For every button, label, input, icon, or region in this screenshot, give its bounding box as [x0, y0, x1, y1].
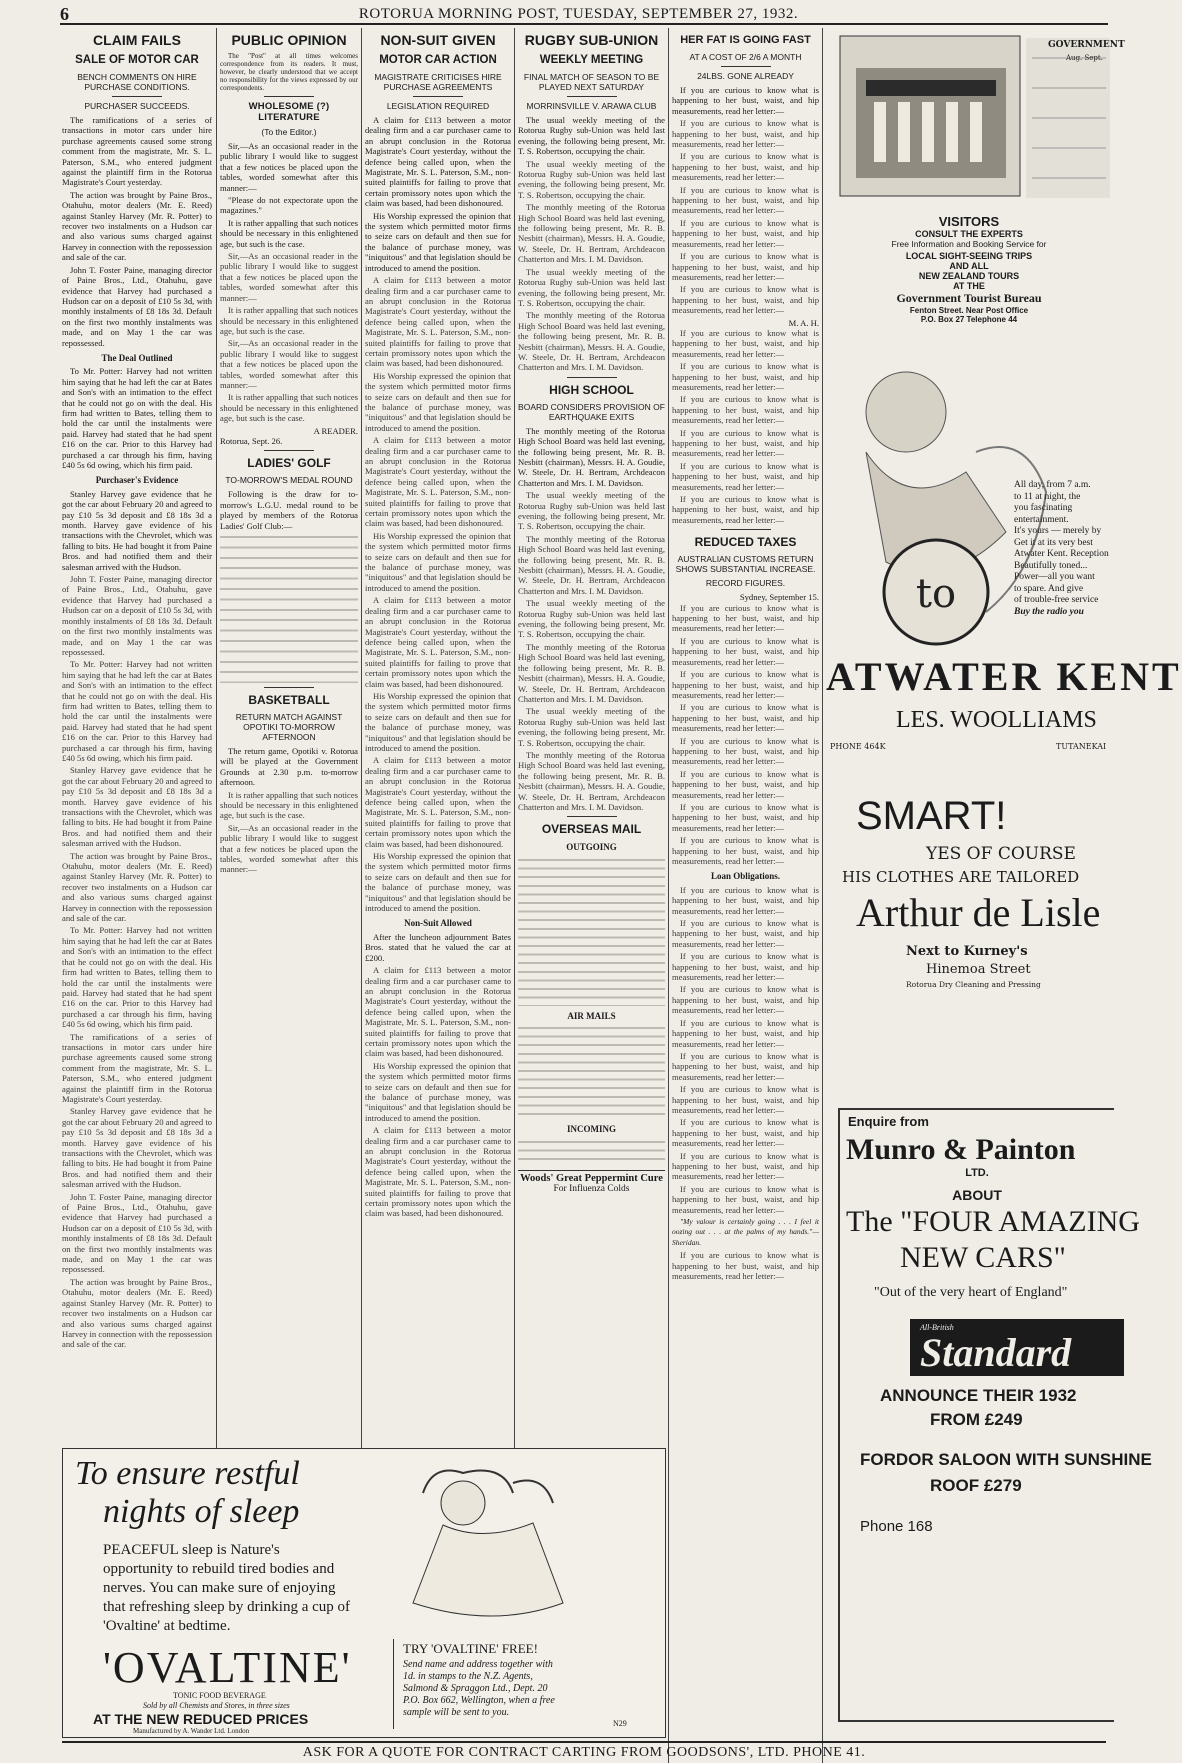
visitors-line: NEW ZEALAND TOURS	[918, 271, 1020, 281]
car-ad-about: ABOUT	[952, 1187, 1002, 1203]
radio-ad-line: It's yours — merely by	[1014, 526, 1102, 536]
radio-ad-line: Power—all you want	[1014, 572, 1095, 582]
article-claim-fails	[62, 28, 212, 1440]
paragraph: If you are curious to know what is happening to her bust, waist, and hip measurements, read her letter:—	[672, 1050, 819, 1082]
paragraph: If you are curious to know what is happening to her bust, waist, and hip measurements, read her letter:—	[672, 85, 819, 116]
paragraph: The action was brought by Paine Bros., Otahuhu, motor dealers (Mr. E. Reed) against Stanley Harvey (Mr. R. Potter) to recover two instalments on a Hudson car and also various sums charged against Harvey in connection with the repossession and sale of the car.	[62, 189, 212, 263]
smart-line: Rotorua Dry Cleaning and Pressing	[906, 980, 1041, 989]
paragraph: A claim for £113 between a motor dealing firm and a car purchaser came to an abrupt conclusion in the Rotorua Magistrate's Court yesterday, without the defence being called upon, when the Magistrate, Mr. S. L. Paterson, S.M., non-suited plaintiffs for failing to prove that certain promissory notes upon which the claim was based, had been dishonoured.	[365, 115, 511, 209]
headline: RUGBY SUB-UNION	[524, 32, 659, 48]
smart-tailor-ad	[826, 786, 1112, 1096]
paragraph: If you are curious to know what is happening to her bust, waist, and hip measurements, read her letter:—	[672, 494, 819, 525]
paragraph: It is rather appalling that such notices should be necessary in this enlightened age, but such is the case.	[220, 789, 358, 821]
headline: CLAIM FAILS	[93, 32, 181, 48]
paragraph: A claim for £113 between a motor dealing firm and a car purchaser came to an abrupt conclusion in the Rotorua Magistrate's Court yesterday, without the defence being called upon, when the Magistrate, Mr. S. L. Paterson, S.M., non-suited plaintiffs for failing to prove that certain promissory notes upon which the claim was based, had been dishonoured.	[365, 1125, 511, 1219]
crosshead: OUTGOING	[566, 842, 617, 853]
paragraph: To Mr. Potter: Harvey had not written him saying that he had left the car at Bates and Son's with an intimation to the effect that he could not go on with the deal. His firm had written to Bates, telling them to hold the car until the instalments were paid. Harvey had stated that he had spent £16 on the car. Prior to this Harvey had purchased a car through his firm, having £40 5s 6d owing, which his firm paid.	[62, 925, 212, 1030]
paragraph: If you are curious to know what is happening to her bust, waist, and hip measurements, read her letter:—	[672, 1084, 819, 1115]
paragraph: Following is the draw for to-morrow's L.G.U. medal round to be played by members of the Rotorua Ladies' Golf Club:—	[220, 489, 358, 531]
paragraph: If you are curious to know what is happening to her bust, waist, and hip measurements, read her letter:—	[672, 217, 819, 249]
paragraph: His Worship expressed the opinion that the system which permitted motor firms to seize cars on default and then sue for the balance of purchase money, was "iniquitous" and that legislation should be introduced to amend the position.	[365, 851, 511, 914]
car-dealer-ltd: LTD.	[965, 1167, 989, 1179]
subheadline: MOTOR CAR ACTION	[379, 54, 497, 66]
headline: REDUCED TAXES	[694, 535, 797, 550]
dealer-name: LES. WOOLLIAMS	[896, 707, 1097, 733]
column-rule	[361, 28, 362, 1448]
visitors-line: CONSULT THE EXPERTS	[915, 229, 1023, 239]
letter-title: WHOLESOME (?) LITERATURE	[248, 101, 330, 123]
radio-ad-line: Atwater Kent. Reception	[1014, 549, 1109, 559]
deck: PURCHASER SUCCEEDS.	[84, 101, 190, 111]
paragraph: A claim for £113 between a motor dealing firm and a car purchaser came to an abrupt conclusion in the Rotorua Magistrate's Court yesterday, without the defence being called upon, when the Magistrate, Mr. S. L. Paterson, S.M., non-suited plaintiffs for failing to prove that certain promissory notes upon which the claim was based, had been dishonoured.	[365, 435, 511, 529]
paragraph: If you are curious to know what is happening to her bust, waist, and hip measurements, read her letter:—	[672, 835, 819, 866]
car-ad-line: The "FOUR AMAZING	[846, 1205, 1140, 1238]
radio-ad-line: of trouble-free service	[1014, 595, 1099, 605]
radio-ad-line: Buy the radio you	[1014, 606, 1084, 617]
deck: MAGISTRATE CRITICISES HIRE PURCHASE AGREEMENTS	[374, 72, 502, 92]
paragraph: If you are curious to know what is happening to her bust, waist, and hip measurements, read her letter:—	[672, 735, 819, 767]
deck: MORRINSVILLE V. ARAWA CLUB	[526, 101, 657, 111]
deck: 24LBS. GONE ALREADY	[697, 71, 794, 81]
paragraph: If you are curious to know what is happening to her bust, waist, and hip measurements, read her letter:—	[672, 1250, 819, 1282]
paragraph: The monthly meeting of the Rotorua High School Board was held last evening, the following being present, Mr. R. B. Nesbitt (chairman), Messrs. H. A. Goudie, W. Steele, Dr. H. Bertram, Archdeacon Chatterton and Mrs. I. M. Davidson.	[518, 749, 665, 812]
crosshead: INCOMING	[567, 1124, 616, 1135]
subheadline: SALE OF MOTOR CAR	[75, 54, 199, 66]
paragraph: John T. Foster Paine, managing director of Paine Bros., Ltd., Otahuhu, gave evidence that Harvey had purchased a Hudson car on a deposit of £10 5s 3d, with monthly instalments of £8 18s 3d. Default on the first two monthly instalments was made, and on May 1 the car was repossessed.	[62, 574, 212, 657]
ovaltine-brand: 'OVALTINE'	[103, 1643, 352, 1692]
paragraph: The action was brought by Paine Bros., Otahuhu, motor dealers (Mr. E. Reed) against Stanley Harvey (Mr. R. Potter) to recover two instalments on a Hudson car and also various sums charged against Harvey in connection with the repossession and sale of the car.	[62, 850, 212, 924]
paragraph: A claim for £113 between a motor dealing firm and a car purchaser came to an abrupt conclusion in the Rotorua Magistrate's Court yesterday, without the defence being called upon, when the Magistrate, Mr. S. L. Paterson, S.M., non-suited plaintiffs for failing to prove that certain promissory notes upon which the claim was based, had been dishonoured.	[365, 595, 511, 689]
paragraph: After the luncheon adjournment Bates Bros. stated that he valued the car at £200.	[365, 931, 511, 963]
deck: RECORD FIGURES.	[705, 578, 786, 589]
radio-ad-line: Get it at its very best	[1014, 537, 1093, 548]
paragraph: If you are curious to know what is happening to her bust, waist, and hip measurements, read her letter:—	[672, 184, 819, 216]
radio-ad-line: you fascinating entertainment.	[1014, 503, 1073, 525]
column-public-opinion	[220, 28, 358, 1440]
dateline: ROTORUA MORNING POST, TUESDAY, SEPTEMBER 27, 1932.	[358, 5, 799, 22]
column-rule	[216, 28, 217, 1448]
paragraph: Sir,—As an occasional reader in the public library I would like to suggest that a few notices be placed upon the tables, worded somewhat after this manner:—	[220, 822, 358, 875]
paragraph: "Please do not expectorate upon the magazines."	[220, 195, 358, 216]
ovaltine-ad	[62, 1448, 666, 1738]
paragraph: John T. Foster Paine, managing director of Paine Bros., Ltd., Otahuhu, gave evidence that Harvey had purchased a Hudson car on a deposit of £10 5s 3d, with monthly instalments of £8 18s 3d. Default on the first two monthly instalments was made, and on May 1 the car was repossessed.	[62, 264, 212, 348]
paragraph: The return game, Opotiki v. Rotorua will be played at the Government Grounds at 2.30 p.m. to-morrow afternoon.	[220, 746, 358, 788]
car-ad-line: FORDOR SALOON WITH SUNSHINE	[860, 1450, 1152, 1469]
ovaltine-headline: nights of sleep	[103, 1493, 300, 1530]
radio-ad-line: All day, from 7 a.m.	[1014, 480, 1091, 490]
mail-list	[518, 1024, 665, 1119]
car-ad-price: FROM £249	[930, 1410, 1023, 1429]
paragraph: If you are curious to know what is happening to her bust, waist, and hip measurements, read her letter:—	[672, 118, 819, 150]
svg-text:to: to	[915, 571, 957, 617]
smart-line: HIS CLOTHES ARE TAILORED	[842, 868, 1080, 886]
paragraph: The action was brought by Paine Bros., Otahuhu, motor dealers (Mr. E. Reed) against Stanley Harvey (Mr. R. Potter) to recover two instalments on a Hudson car and also various sums charged against Harvey in connection with the repossession and sale of the car.	[62, 1276, 212, 1350]
page-header	[60, 5, 1108, 25]
smart-line: YES OF COURSE	[926, 844, 1076, 864]
paragraph: The monthly meeting of the Rotorua High School Board was held last evening, the following being present, Mr. R. B. Nesbitt (chairman), Messrs. H. A. Goudie, W. Steele, Dr. H. Bertram, Archdeacon Chatterton and Mrs. I. M. Davidson.	[518, 533, 665, 596]
radio-ad-line: Beautifully toned...	[1014, 560, 1088, 571]
paragraph: Stanley Harvey gave evidence that he got the car about February 20 and agreed to pay £10 5s 3d deposit and £8 18s 3d a month. Harvey gave evidence of his transactions with the Chevrolet, which was falling to bits. He had bought it from Paine Bros. and had notified them and their salesman arrived with the Hudson.	[62, 1106, 212, 1190]
paragraph: If you are curious to know what is happening to her bust, waist, and hip measurements, read her letter:—	[672, 951, 819, 983]
paragraph: If you are curious to know what is happening to her bust, waist, and hip measurements, read her letter:—	[672, 427, 819, 459]
paragraph: Stanley Harvey gave evidence that he got the car about February 20 and agreed to pay £10 5s 3d deposit and £8 18s 3d a month. Harvey gave evidence of his transactions with the Chevrolet, which was falling to bits. He had bought it from Paine Bros. and had notified them and their salesman arrived with the Hudson.	[62, 488, 212, 572]
deck: LEGISLATION REQUIRED	[386, 101, 490, 111]
signature-place: Rotorua, Sept. 26.	[220, 435, 283, 446]
woods-ad-title: Woods' Great Peppermint Cure	[520, 1172, 663, 1184]
column-rule	[514, 28, 515, 1448]
editorial-note: The "Post" at all times welcomes correspondence from its readers. It must, however, be clearly understood that we accept no responsibility for the views expressed by our correspondents.	[220, 52, 358, 92]
salutation: (To the Editor.)	[261, 127, 317, 137]
government-building-photo	[826, 28, 1125, 210]
paragraph: If you are curious to know what is happening to her bust, waist, and hip measurements, read her letter:—	[672, 635, 819, 667]
bureau-address: Fenton Street. Near Post Office	[909, 306, 1029, 315]
atwater-kent-radio-ad	[826, 352, 1182, 780]
visitors-line: Free Information and Booking Service for	[891, 239, 1047, 249]
paragraph: His Worship expressed the opinion that the system which permitted motor firms to seize cars on default and then sue for the balance of purchase money, was "iniquitous" and that legislation should be introduced to amend the position.	[365, 210, 511, 273]
paragraph: If you are curious to know what is happening to her bust, waist, and hip measurements, read her letter:—	[672, 669, 819, 700]
column-rule	[668, 28, 669, 1763]
paragraph: If you are curious to know what is happening to her bust, waist, and hip measurements, read her letter:—	[672, 460, 819, 492]
deck: BENCH COMMENTS ON HIRE PURCHASE CONDITIONS.	[77, 72, 197, 92]
headline: PUBLIC OPINION	[231, 32, 347, 48]
ovaltine-tagline: TONIC FOOD BEVERAGE	[173, 1691, 266, 1700]
paragraph: The usual weekly meeting of the Rotorua Rugby sub-Union was held last evening, the following being present, Mr. T. S. Robertson, occupying the chair.	[518, 490, 665, 532]
car-ad-line: NEW CARS"	[900, 1241, 1066, 1274]
page-number: 6	[60, 3, 69, 24]
paragraph: A claim for £113 between a motor dealing firm and a car purchaser came to an abrupt conclusion in the Rotorua Magistrate's Court yesterday, without the defence being called upon, when the Magistrate, Mr. S. L. Paterson, S.M., non-suited plaintiffs for failing to prove that certain promissory notes upon which the claim was based, had been dishonoured.	[365, 275, 511, 369]
deck: AUSTRALIAN CUSTOMS RETURN SHOWS SUBSTANTIAL INCREASE.	[675, 554, 816, 575]
ovaltine-headline: To ensure restful	[75, 1455, 300, 1492]
signature: A READER.	[313, 425, 358, 436]
paragraph: If you are curious to know what is happening to her bust, waist, and hip measurements, read her letter:—	[672, 394, 819, 426]
ovaltine-prices: AT THE NEW REDUCED PRICES	[93, 1711, 309, 1727]
paragraph: A claim for £113 between a motor dealing firm and a car purchaser came to an abrupt conclusion in the Rotorua Magistrate's Court yesterday, without the defence being called upon, when the Magistrate, Mr. S. L. Paterson, S.M., non-suited plaintiffs for failing to prove that certain promissory notes upon which the claim was based, had been dishonoured.	[365, 965, 511, 1059]
paragraph: If you are curious to know what is happening to her bust, waist, and hip measurements, read her letter:—	[672, 984, 819, 1016]
crosshead: Purchaser's Evidence	[95, 475, 179, 486]
paragraph: The monthly meeting of the Rotorua High School Board was held last evening, the following being present, Mr. R. B. Nesbitt (chairman), Messrs. H. A. Goudie, W. Steele, Dr. H. Bertram, Archdeacon Chatterton and Mrs. I. M. Davidson.	[518, 641, 665, 704]
signature: M. A. H.	[788, 317, 819, 328]
deck: RETURN MATCH AGAINST OPOTIKI TO-MORROW AFTERNOON	[235, 712, 343, 742]
visitors-line: LOCAL SIGHT-SEEING TRIPS	[905, 251, 1033, 261]
crosshead: AIR MAILS	[567, 1010, 616, 1021]
headline: OVERSEAS MAIL	[541, 822, 642, 837]
paragraph: If you are curious to know what is happening to her bust, waist, and hip measurements, read her letter:—	[672, 151, 819, 183]
crosshead: The Deal Outlined	[101, 352, 173, 363]
paragraph: The monthly meeting of the Rotorua High School Board was held last evening, the following being present, Mr. R. B. Nesbitt (chairman), Messrs. H. A. Goudie, W. Steele, Dr. H. Bertram, Archdeacon Chatterton and Mrs. I. M. Davidson.	[518, 425, 665, 488]
paragraph: If you are curious to know what is happening to her bust, waist, and hip measurements, read her letter:—	[672, 1017, 819, 1049]
paragraph: If you are curious to know what is happening to her bust, waist, and hip measurements, read her letter:—	[672, 361, 819, 392]
free-sample-title: TRY 'OVALTINE' FREE!	[403, 1641, 538, 1656]
woods-ad-sub: For Influenza Colds	[553, 1184, 630, 1194]
free-sample-body: Send name and address together with 1d. in stamps to the N.Z. Agents, Salmond & Spraggon Ltd., Dept. 20 P.O. Box 662, Wellington, when a free sample will be sent to you.	[403, 1659, 555, 1718]
dateline: Sydney, September 15.	[739, 592, 819, 603]
ovaltine-sold: Sold by all Chemists and Stores, in three sizes	[143, 1701, 290, 1710]
paragraph: If you are curious to know what is happening to her bust, waist, and hip measurements, read her letter:—	[672, 918, 819, 949]
paragraph: To Mr. Potter: Harvey had not written him saying that he had left the car at Bates and Son's with an intimation to the effect that he could not go on with the deal. His firm had written to Bates, telling them to hold the car until the instalments were paid. Harvey had stated that he had spent £16 on the car. Prior to this Harvey had purchased a car through his firm, having £40 5s 6d owing, which his firm paid.	[62, 366, 212, 470]
car-ad-line: ANNOUNCE THEIR 1932	[880, 1386, 1077, 1405]
paragraph: If you are curious to know what is happening to her bust, waist, and hip measurements, read her letter:—	[672, 801, 819, 833]
ovaltine-maker: Manufactured by A. Wander Ltd. London	[133, 1727, 250, 1735]
footer-banner: ASK FOR A QUOTE FOR CONTRACT CARTING FROM GOODSONS', LTD. PHONE 41.	[62, 1741, 1106, 1763]
headline: LADIES' GOLF	[247, 456, 331, 471]
ovaltine-body: PEACEFUL sleep is Nature's opportunity to rebuild tired bodies and nerves. You can make sure of enjoying that refreshing sleep by drinking a cup of 'Ovaltine' at bedtime.	[103, 1542, 351, 1634]
paragraph: The ramifications of a series of transactions in motor cars under hire purchase agreements caused some strong comment from the magistrate, Mr. S. L. Paterson, S.M., who entered judgment against the plaintiff firm in the Rotorua Magistrate's Court yesterday.	[62, 115, 212, 188]
paragraph: The monthly meeting of the Rotorua High School Board was held last evening, the following being present, Mr. R. B. Nesbitt (chairman), Messrs. H. A. Goudie, W. Steele, Dr. H. Bertram, Archdeacon Chatterton and Mrs. I. M. Davidson.	[518, 202, 665, 265]
paragraph: The ramifications of a series of transactions in motor cars under hire purchase agreements caused some strong comment from the magistrate, Mr. S. L. Paterson, S.M., who entered judgment against the plaintiff firm in the Rotorua Magistrate's Court yesterday.	[62, 1031, 212, 1104]
headline: BASKETBALL	[248, 693, 330, 707]
paragraph: His Worship expressed the opinion that the system which permitted motor firms to seize cars on default and then sue for the balance of purchase money, was "iniquitous" and that legislation should be introduced to amend the position.	[365, 530, 511, 593]
headline: HIGH SCHOOL	[549, 382, 634, 397]
deck: TO-MORROW'S MEDAL ROUND	[225, 475, 353, 486]
smart-title: SMART!	[856, 794, 1007, 838]
edge-label: Aug. Sept.	[1066, 54, 1103, 62]
paragraph: If you are curious to know what is happening to her bust, waist, and hip measurements, read her letter:—	[672, 284, 819, 316]
headline: NON-SUIT GIVEN	[380, 32, 496, 48]
crosshead: Non-Suit Allowed	[404, 918, 472, 929]
radio-ad-line: to spare. And give	[1014, 583, 1084, 594]
deck: FINAL MATCH OF SEASON TO BE PLAYED NEXT SATURDAY	[523, 72, 660, 92]
paragraph: If you are curious to know what is happening to her bust, waist, and hip measurements, read her letter:—	[672, 884, 819, 916]
paragraph: The monthly meeting of the Rotorua High School Board was held last evening, the following being present, Mr. R. B. Nesbitt (chairman), Messrs. H. A. Goudie, W. Steele, Dr. H. Bertram, Archdeacon Chatterton and Mrs. I. M. Davidson.	[518, 310, 665, 373]
paragraph: The usual weekly meeting of the Rotorua Rugby sub-Union was held last evening, the following being present, Mr. T. S. Robertson, occupying the chair.	[518, 706, 665, 748]
bureau-name: Government Tourist Bureau	[896, 291, 1042, 305]
headline: HER FAT IS GOING FAST	[680, 34, 811, 46]
paragraph: It is rather appalling that such notices should be necessary in this enlightened age, but such is the case.	[220, 305, 358, 336]
paragraph: If you are curious to know what is happening to her bust, waist, and hip measurements, read her letter:—	[672, 327, 819, 359]
bureau-phone: P.O. Box 27 Telephone 44	[920, 315, 1018, 324]
car-ad-phone: Phone 168	[860, 1518, 933, 1535]
paragraph: His Worship expressed the opinion that the system which permitted motor firms to seize cars on default and then sue for the balance of purchase money, was "iniquitous" and that legislation should be introduced to amend the position.	[365, 1060, 511, 1123]
car-ad-price: ROOF £279	[930, 1476, 1022, 1495]
paragraph: His Worship expressed the opinion that the system which permitted motor firms to seize cars on default and then sue for the balance of purchase money, was "iniquitous" and that legislation should be introduced to amend the position.	[365, 370, 511, 433]
radio-ad-line: to 11 at night, the	[1014, 491, 1081, 502]
standard-pre: All-British	[920, 1323, 954, 1332]
paragraph: The usual weekly meeting of the Rotorua Rugby sub-Union was held last evening, the following being present, Mr. T. S. Robertson, occupying the chair.	[518, 115, 665, 157]
quote: "My valour is certainly going . . . I feel it oozing out . . . at the palms of my hands."—Sheridan.	[672, 1217, 819, 1247]
smart-line: Next to Kurney's	[906, 944, 1028, 959]
paragraph: To Mr. Potter: Harvey had not written him saying that he had left the car at Bates and Son's with an intimation to the effect that he could not go on with the deal. His firm had written to Bates, telling them to hold the car until the instalments were paid. Harvey had stated that he had spent £16 on the car. Prior to this Harvey had purchased a car through his firm, having £40 5s 6d owing, which his firm paid.	[62, 659, 212, 763]
tailor-name: Arthur de Lisle	[856, 890, 1101, 935]
dealer-phone: PHONE 464K	[830, 742, 886, 751]
car-dealer: Munro & Painton	[846, 1133, 1076, 1166]
article-her-fat	[672, 28, 819, 1753]
paragraph: The usual weekly meeting of the Rotorua Rugby sub-Union was held last evening, the following being present, Mr. T. S. Robertson, occupying the chair.	[518, 598, 665, 640]
paragraph: John T. Foster Paine, managing director of Paine Bros., Ltd., Otahuhu, gave evidence that Harvey had purchased a Hudson car on a deposit of £10 5s 3d, with monthly instalments of £8 18s 3d. Default on the first two monthly instalments was made, and on May 1 the car was repossessed.	[62, 1191, 212, 1275]
paragraph: If you are curious to know what is happening to her bust, waist, and hip measurements, read her letter:—	[672, 768, 819, 800]
paragraph: If you are curious to know what is happening to her bust, waist, and hip measurements, read her letter:—	[672, 251, 819, 282]
paragraph: Sir,—As an occasional reader in the public library I would like to suggest that a few notices be placed upon the tables, worded somewhat after this manner:—	[220, 251, 358, 303]
deck: AT A COST OF 2/6 A MONTH	[689, 52, 802, 62]
column-rule	[822, 28, 823, 1763]
mail-list	[518, 1138, 665, 1166]
draw-list	[220, 533, 358, 683]
visitors-ad	[826, 212, 1112, 348]
visitors-title: VISITORS	[938, 214, 1000, 229]
edge-label: GOVERNMENT	[1048, 40, 1125, 50]
mail-list	[518, 856, 665, 1006]
car-ad-line: Enquire from	[848, 1114, 929, 1129]
atwater-kent-brand: ATWATER KENT	[826, 654, 1182, 699]
visitors-line: AT THE	[953, 281, 985, 291]
paragraph: If you are curious to know what is happening to her bust, waist, and hip measurements, read her letter:—	[672, 702, 819, 734]
sleeping-woman-illustration	[393, 1453, 573, 1633]
paragraph: It is rather appalling that such notices should be necessary in this enlightened age, but such is the case.	[220, 217, 358, 249]
paragraph: A claim for £113 between a motor dealing firm and a car purchaser came to an abrupt conclusion in the Rotorua Magistrate's Court yesterday, without the defence being called upon, when the Magistrate, Mr. S. L. Paterson, S.M., non-suited plaintiffs for failing to prove that certain promissory notes upon which the claim was based, had been dishonoured.	[365, 755, 511, 849]
deck: BOARD CONSIDERS PROVISION OF EARTHQUAKE EXITS	[518, 401, 665, 422]
ad-code: N29	[613, 1719, 627, 1728]
paragraph: Sir,—As an occasional reader in the public library I would like to suggest that a few notices be placed upon the tables, worded somewhat after this manner:—	[220, 338, 358, 390]
paragraph: Sir,—As an occasional reader in the public library I would like to suggest that a few notices be placed upon the tables, worded somewhat after this manner:—	[220, 141, 358, 193]
visitors-line: AND ALL	[949, 261, 989, 271]
standard-logo: Standard	[920, 1330, 1072, 1375]
paragraph: The usual weekly meeting of the Rotorua Rugby sub-Union was held last evening, the following being present, Mr. T. S. Robertson, occupying the chair.	[518, 158, 665, 200]
paragraph: If you are curious to know what is happening to her bust, waist, and hip measurements, read her letter:—	[672, 1150, 819, 1182]
paragraph: If you are curious to know what is happening to her bust, waist, and hip measurements, read her letter:—	[672, 602, 819, 634]
paragraph: His Worship expressed the opinion that the system which permitted motor firms to seize cars on default and then sue for the balance of purchase money, was "iniquitous" and that legislation should be introduced to amend the position.	[365, 690, 511, 753]
standard-cars-ad	[838, 1108, 1152, 1722]
subheadline: WEEKLY MEETING	[539, 54, 644, 66]
paragraph: If you are curious to know what is happening to her bust, waist, and hip measurements, read her letter:—	[672, 1117, 819, 1149]
paragraph: It is rather appalling that such notices should be necessary in this enlightened age, but such is the case.	[220, 392, 358, 424]
paragraph: Stanley Harvey gave evidence that he got the car about February 20 and agreed to pay £10 5s 3d deposit and £8 18s 3d a month. Harvey gave evidence of his transactions with the Chevrolet, which was falling to bits. He had bought it from Paine Bros. and had notified them and their salesman arrived with the Hudson.	[62, 765, 212, 849]
smart-line: Hinemoa Street	[926, 962, 1031, 977]
car-ad-line: "Out of the very heart of England"	[874, 1285, 1068, 1300]
paragraph: The usual weekly meeting of the Rotorua Rugby sub-Union was held last evening, the following being present, Mr. T. S. Robertson, occupying the chair.	[518, 266, 665, 308]
crosshead: Loan Obligations.	[710, 871, 781, 882]
article-non-suit	[365, 28, 511, 1440]
paragraph: If you are curious to know what is happening to her bust, waist, and hip measurements, read her letter:—	[672, 1183, 819, 1215]
dealer-street: TUTANEKAI	[1056, 742, 1107, 751]
